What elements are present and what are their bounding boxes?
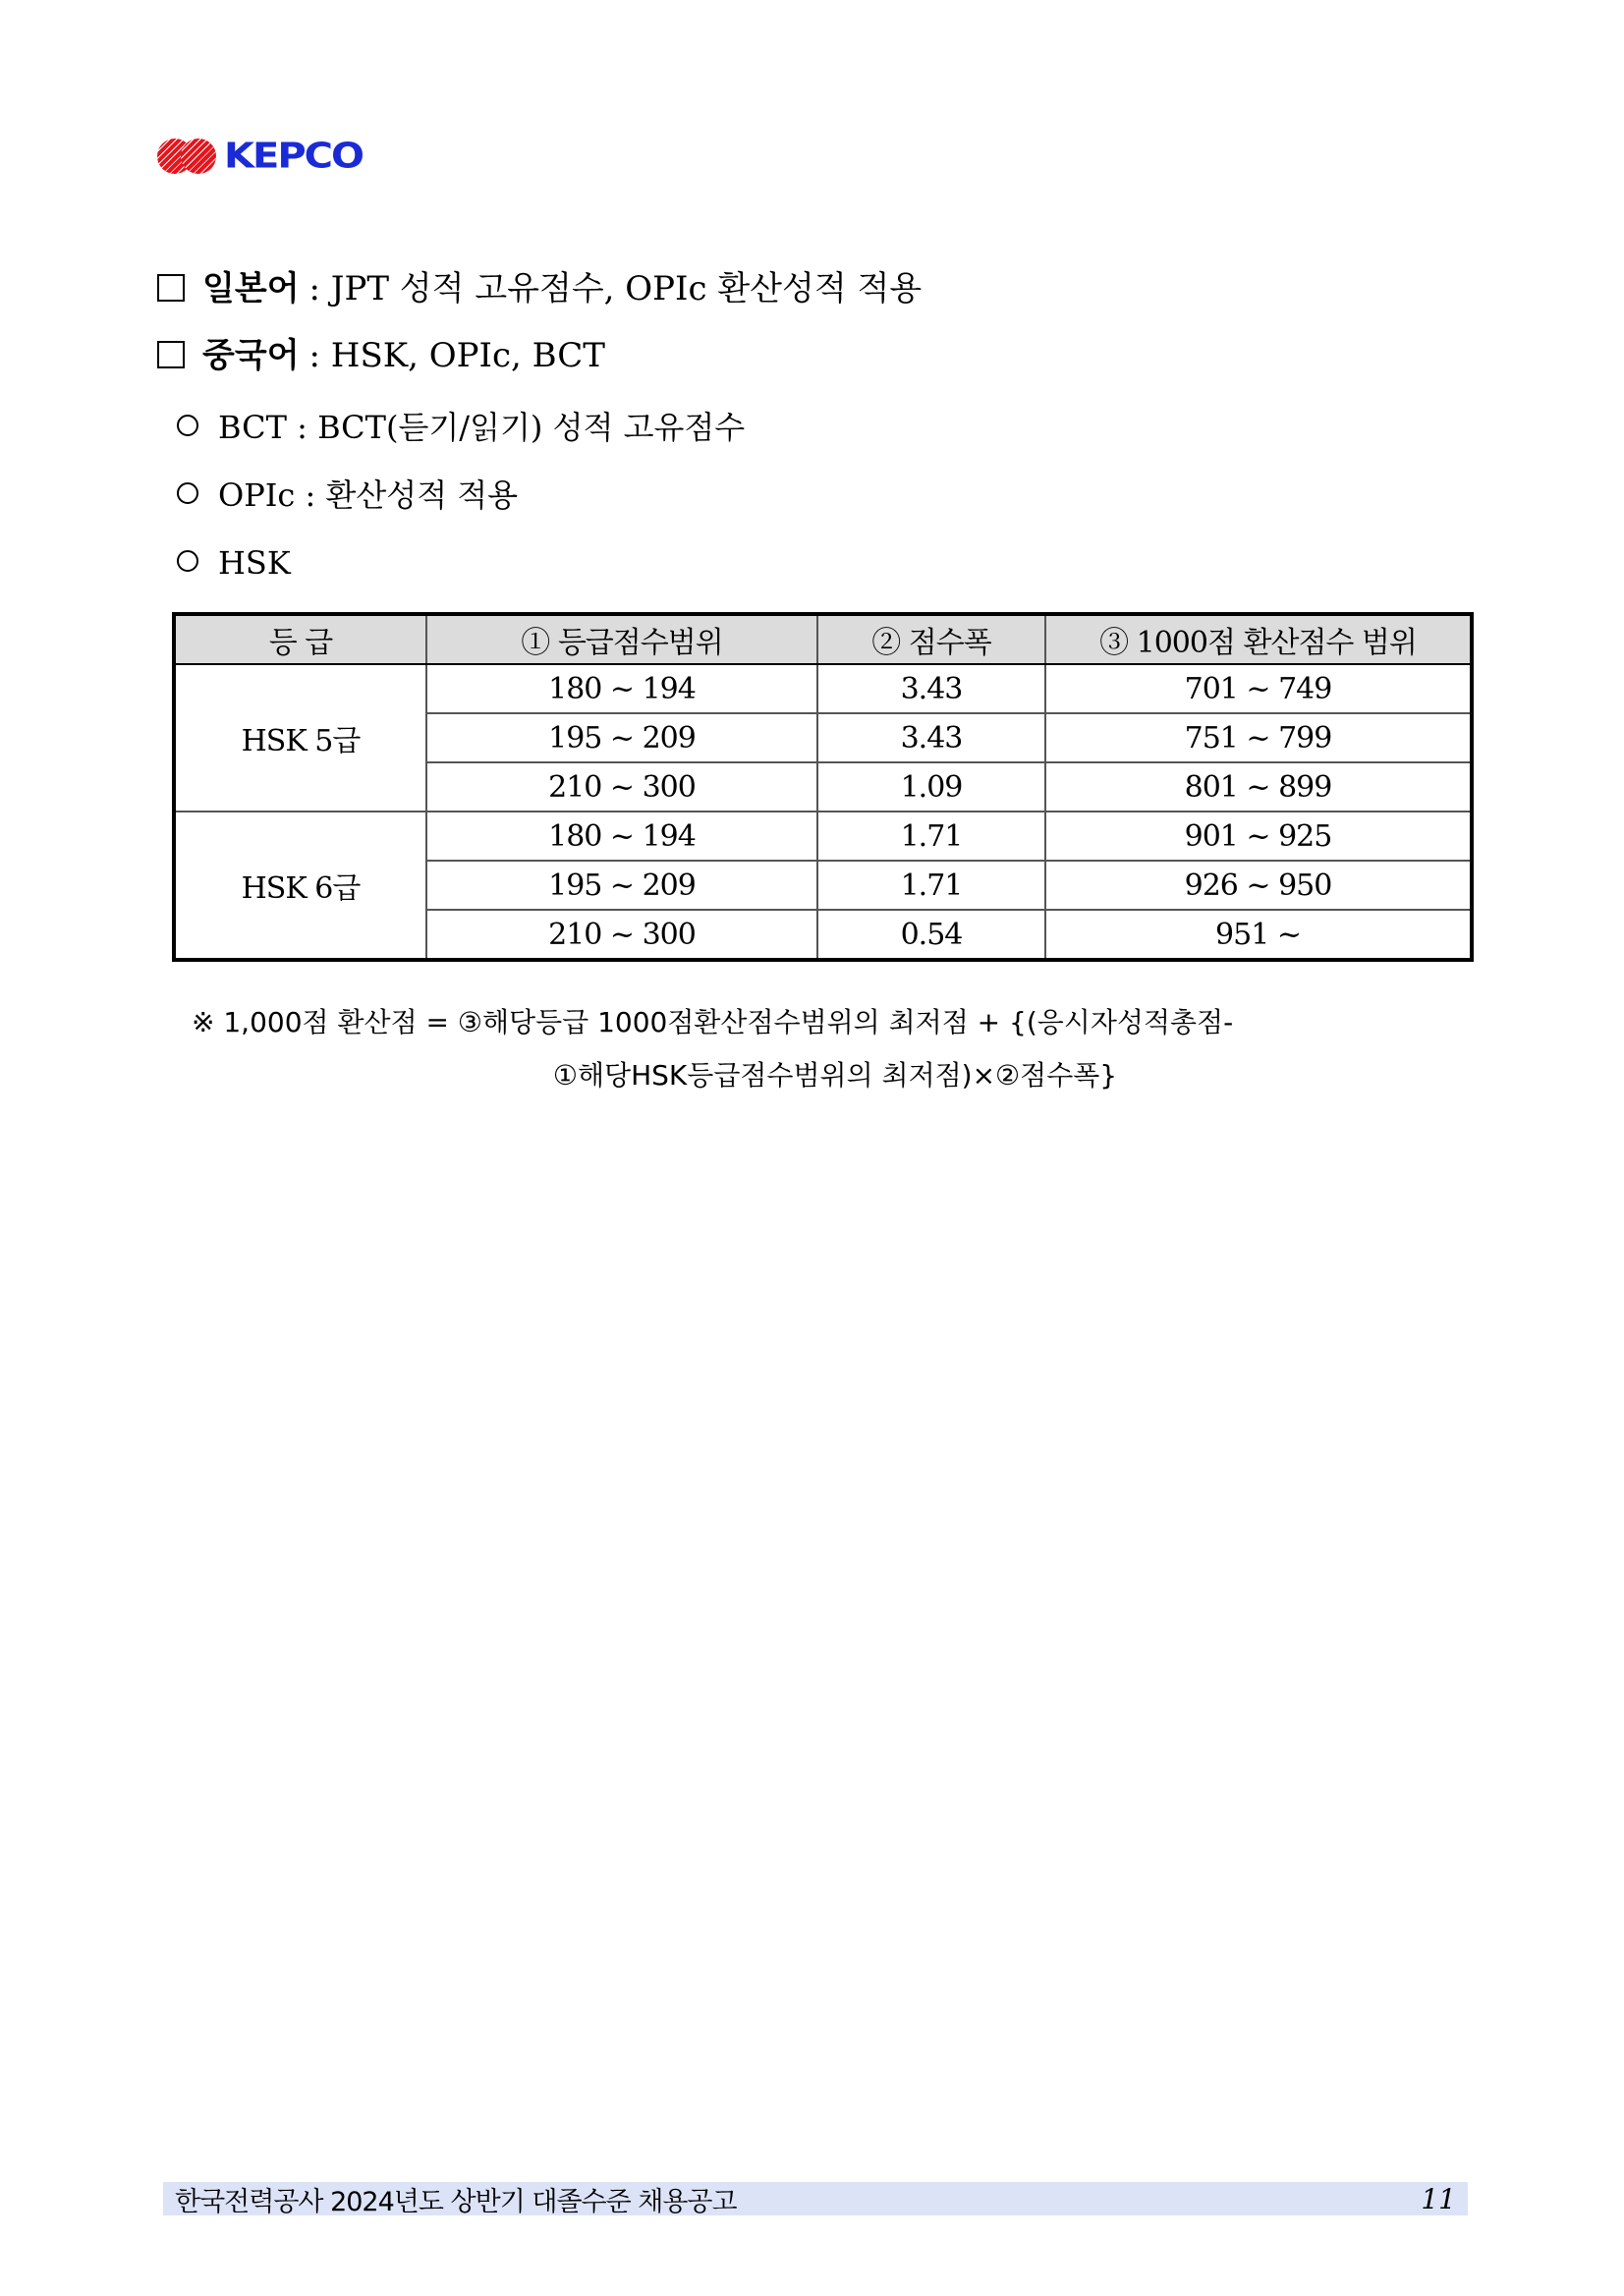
section-chinese (157, 336, 605, 375)
range-cell: 195 ~ 209 (426, 713, 817, 762)
table-row (174, 664, 1472, 713)
table-header-row (174, 614, 1472, 664)
note-line-1: ※ 1,000점 환산점 = ③해당등급 1000점환산점수범위의 최저점 + {(응시자성적총점- (192, 1006, 1234, 1038)
square-bullet-icon (157, 341, 185, 368)
sub-item-bct (177, 408, 745, 447)
circle-bullet-icon (177, 415, 198, 436)
sub-item-opic (177, 476, 518, 515)
kepco-logo-icon (157, 137, 218, 176)
range-cell: 180 ~ 194 (426, 812, 817, 861)
width-cell: 3.43 (817, 664, 1045, 713)
converted-cell: 701 ~ 749 (1045, 664, 1472, 713)
converted-cell: 901 ~ 925 (1045, 812, 1472, 861)
converted-cell: 751 ~ 799 (1045, 713, 1472, 762)
sub-item-hsk (177, 543, 291, 583)
sub-item-text: HSK (218, 544, 291, 582)
conversion-formula-note (192, 996, 1479, 1102)
circle-bullet-icon (177, 550, 198, 572)
range-cell: 195 ~ 209 (426, 861, 817, 910)
range-cell: 180 ~ 194 (426, 664, 817, 713)
kepco-logo (157, 131, 363, 182)
section-text: : HSK, OPIc, BCT (308, 336, 605, 375)
sub-item-text: BCT : BCT(듣기/읽기) 성적 고유점수 (218, 409, 746, 446)
width-cell: 3.43 (817, 713, 1045, 762)
square-bullet-icon (157, 274, 185, 302)
width-cell: 0.54 (817, 910, 1045, 960)
section-title: 중국어 (202, 336, 300, 375)
table-row (174, 812, 1472, 861)
section-title: 일본어 (202, 269, 300, 308)
page-footer (163, 2182, 1468, 2215)
range-cell: 210 ~ 300 (426, 762, 817, 812)
header-score-range: ① 등급점수범위 (426, 614, 817, 664)
width-cell: 1.71 (817, 861, 1045, 910)
hsk-conversion-table (172, 612, 1474, 962)
logo-text: KEPCO (224, 136, 363, 177)
width-cell: 1.71 (817, 812, 1045, 861)
sub-item-text: OPIc : 환산성적 적용 (218, 476, 519, 514)
converted-cell: 801 ~ 899 (1045, 762, 1472, 812)
header-converted-range: ③ 1000점 환산점수 범위 (1045, 614, 1472, 664)
converted-cell: 951 ~ (1045, 910, 1472, 960)
note-line-2: ①해당HSK등급점수범위의 최저점)×②점수폭} (552, 1059, 1118, 1092)
grade-cell: HSK 6급 (174, 812, 426, 960)
section-text: : JPT 성적 고유점수, OPIc 환산성적 적용 (308, 269, 923, 308)
grade-cell: HSK 5급 (174, 664, 426, 812)
footer-title: 한국전력공사 2024년도 상반기 대졸수준 채용공고 (175, 2186, 737, 2217)
section-japanese (157, 269, 922, 308)
range-cell: 210 ~ 300 (426, 910, 817, 960)
circle-bullet-icon (177, 482, 198, 504)
converted-cell: 926 ~ 950 (1045, 861, 1472, 910)
header-grade: 등 급 (174, 614, 426, 664)
header-score-width: ② 점수폭 (817, 614, 1045, 664)
page-number: 11 (1421, 2182, 1456, 2215)
width-cell: 1.09 (817, 762, 1045, 812)
